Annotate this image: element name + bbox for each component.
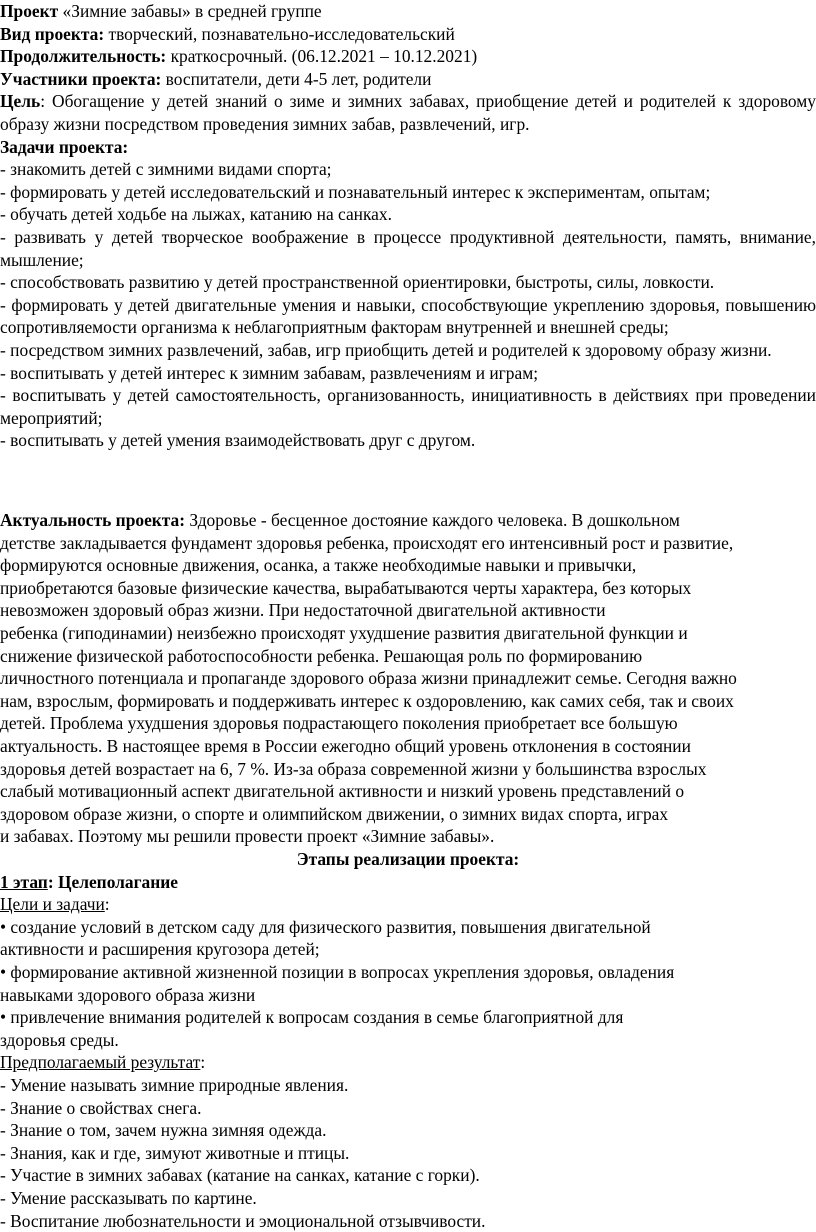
list-item: - Знания, как и где, зимуют животные и птицы. bbox=[0, 1142, 350, 1163]
list-item: навыками здорового образа жизни bbox=[0, 984, 256, 1005]
relevance-line: нам, взрослым, формировать и поддерживать интерес к оздоровлению, как самих себя, так и своих bbox=[0, 690, 734, 711]
list-item: - Знание о свойствах снега. bbox=[0, 1097, 202, 1118]
relevance-line: формируются основные движения, осанка, а также необходимые навыки и привычки, bbox=[0, 555, 637, 576]
stage1-heading bbox=[0, 871, 816, 894]
list-item: - знакомить детей с зимними видами спорта; bbox=[0, 159, 332, 180]
list-item: - Умение называть зимние природные явления. bbox=[0, 1075, 349, 1095]
project-type-line bbox=[0, 23, 816, 46]
result-heading bbox=[0, 1051, 816, 1074]
result-label: Предполагаемый результат bbox=[0, 1052, 201, 1073]
list-item: - Воспитание любознательности и эмоциональной отзывчивости. bbox=[0, 1210, 486, 1231]
stage1-number: 1 этап bbox=[0, 871, 48, 892]
result-colon: : bbox=[200, 1052, 206, 1073]
relevance-line: Здоровье - бесценное достояние каждого человека. В дошкольном bbox=[185, 510, 680, 530]
project-label: Проект bbox=[0, 1, 59, 21]
project-type-label: Вид проекта: bbox=[0, 23, 105, 44]
goals-list bbox=[0, 916, 816, 1052]
project-name: «Зимние забавы» в средней группе bbox=[58, 1, 322, 21]
relevance-line: ребенка (гиподинамии) неизбежно происходят ухудшение развития двигательной функции и bbox=[0, 622, 688, 643]
list-item: - посредством зимних развлечений, забав, игр приобщить детей и родителей к здоровому образу жизни. bbox=[0, 339, 772, 360]
project-participants-line bbox=[0, 68, 816, 91]
list-item: - формировать у детей исследовательский и познавательный интерес к экспериментам, опытам; bbox=[0, 181, 711, 202]
relevance-line: здоровом образе жизни, о спорте и олимпийском движении, о зимних видах спорта, играх bbox=[0, 803, 669, 824]
list-item: - воспитывать у детей самостоятельность, организованность, инициативность в действиях при проведении мероприятий; bbox=[0, 385, 816, 428]
list-item: • формирование активной жизненной позиции в вопросах укрепления здоровья, овладения bbox=[0, 961, 675, 982]
relevance-line: слабый мотивационный аспект двигательной активности и низкий уровень представлений о bbox=[0, 781, 685, 802]
list-item: • привлечение внимания родителей к вопросам создания в семье благоприятной для bbox=[0, 1007, 624, 1028]
relevance-paragraph bbox=[0, 509, 816, 848]
list-item: - Умение рассказывать по картине. bbox=[0, 1187, 257, 1208]
goals-colon: : bbox=[104, 894, 110, 915]
list-item: активности и расширения кругозора детей; bbox=[0, 939, 320, 960]
list-item: - Знание о том, зачем нужна зимняя одежда. bbox=[0, 1120, 327, 1141]
participants-value: воспитатели, дети 4-5 лет, родители bbox=[161, 68, 432, 89]
goal-paragraph bbox=[0, 90, 816, 135]
relevance-line: личностного потенциала и пропаганде здорового образа жизни принадлежит семье. Сегодня важно bbox=[0, 668, 737, 689]
relevance-label: Актуальность проекта: bbox=[0, 510, 186, 530]
tasks-label: Задачи проекта: bbox=[0, 136, 129, 157]
relevance-line: и забавах. Поэтому мы решили провести проект «Зимние забавы». bbox=[0, 826, 495, 847]
project-duration-value: краткосрочный. (06.12.2021 – 10.12.2021) bbox=[166, 46, 478, 67]
relevance-line: невозможен здоровый образ жизни. При недостаточной двигательной активности bbox=[0, 600, 606, 621]
relevance-line: здоровья детей возрастает на 6, 7 %. Из-за образа современной жизни у большинства взрослых bbox=[0, 758, 707, 779]
list-item: - обучать детей ходьбе на лыжах, катанию на санках. bbox=[0, 204, 392, 225]
list-item: - формировать у детей двигательные умения и навыки, способствующие укреплению здоровья, повышению сопротивляемости организма к неблагоприятным факторам внутренней и внешней среды; bbox=[0, 294, 816, 338]
goal-label: Цель bbox=[0, 91, 41, 112]
tasks-heading bbox=[0, 136, 816, 159]
list-item: здоровья среды. bbox=[0, 1029, 119, 1050]
project-type-value: творческий, познавательно-исследовательский bbox=[104, 23, 455, 44]
list-item: • создание условий в детском саду для физического развития, повышения двигательной bbox=[0, 916, 651, 937]
goal-text: : Обогащение у детей знаний о зиме и зимних забавах, приобщение детей и родителей к здоровому образу жизни посредством проведения зимних забав, развлечений, игр. bbox=[0, 91, 816, 134]
relevance-line: детстве закладывается фундамент здоровья ребенка, происходят его интенсивный рост и развитие, bbox=[0, 532, 734, 553]
goals-label: Цели и задачи bbox=[0, 894, 105, 915]
list-item: - способствовать развитию у детей пространственной ориентировки, быстроты, силы, ловкости. bbox=[0, 272, 715, 293]
stages-heading-text: Этапы реализации проекта: bbox=[296, 849, 520, 869]
stage1-title: : Целеполагание bbox=[47, 871, 178, 892]
project-title-line bbox=[0, 0, 816, 23]
project-duration-line bbox=[0, 45, 816, 68]
relevance-line: приобретаются базовые физические качества, вырабатываются черты характера, без которых bbox=[0, 577, 692, 598]
relevance-first-line bbox=[0, 509, 816, 532]
list-item: - Участие в зимних забавах (катание на санках, катание с горки). bbox=[0, 1165, 480, 1186]
list-item: - воспитывать у детей интерес к зимним забавам, развлечениям и играм; bbox=[0, 362, 539, 383]
tasks-list bbox=[0, 158, 816, 452]
list-item: - воспитывать у детей умения взаимодействовать друг с другом. bbox=[0, 430, 476, 451]
relevance-line: снижение физической работоспособности ребенка. Решающая роль по формированию bbox=[0, 645, 643, 666]
goals-heading bbox=[0, 893, 816, 916]
result-list bbox=[0, 1074, 816, 1232]
project-duration-label: Продолжительность: bbox=[0, 46, 167, 67]
stages-heading bbox=[0, 848, 816, 871]
participants-label: Участники проекта: bbox=[0, 68, 162, 89]
relevance-line: актуальность. В настоящее время в России ежегодно общий уровень отклонения в состоянии bbox=[0, 735, 691, 756]
list-item: - развивать у детей творческое воображение в процессе продуктивной деятельности, память, внимание, мышление; bbox=[0, 226, 816, 270]
relevance-line: детей. Проблема ухудшения здоровья подрастающего поколения приобретает все большую bbox=[0, 713, 678, 734]
